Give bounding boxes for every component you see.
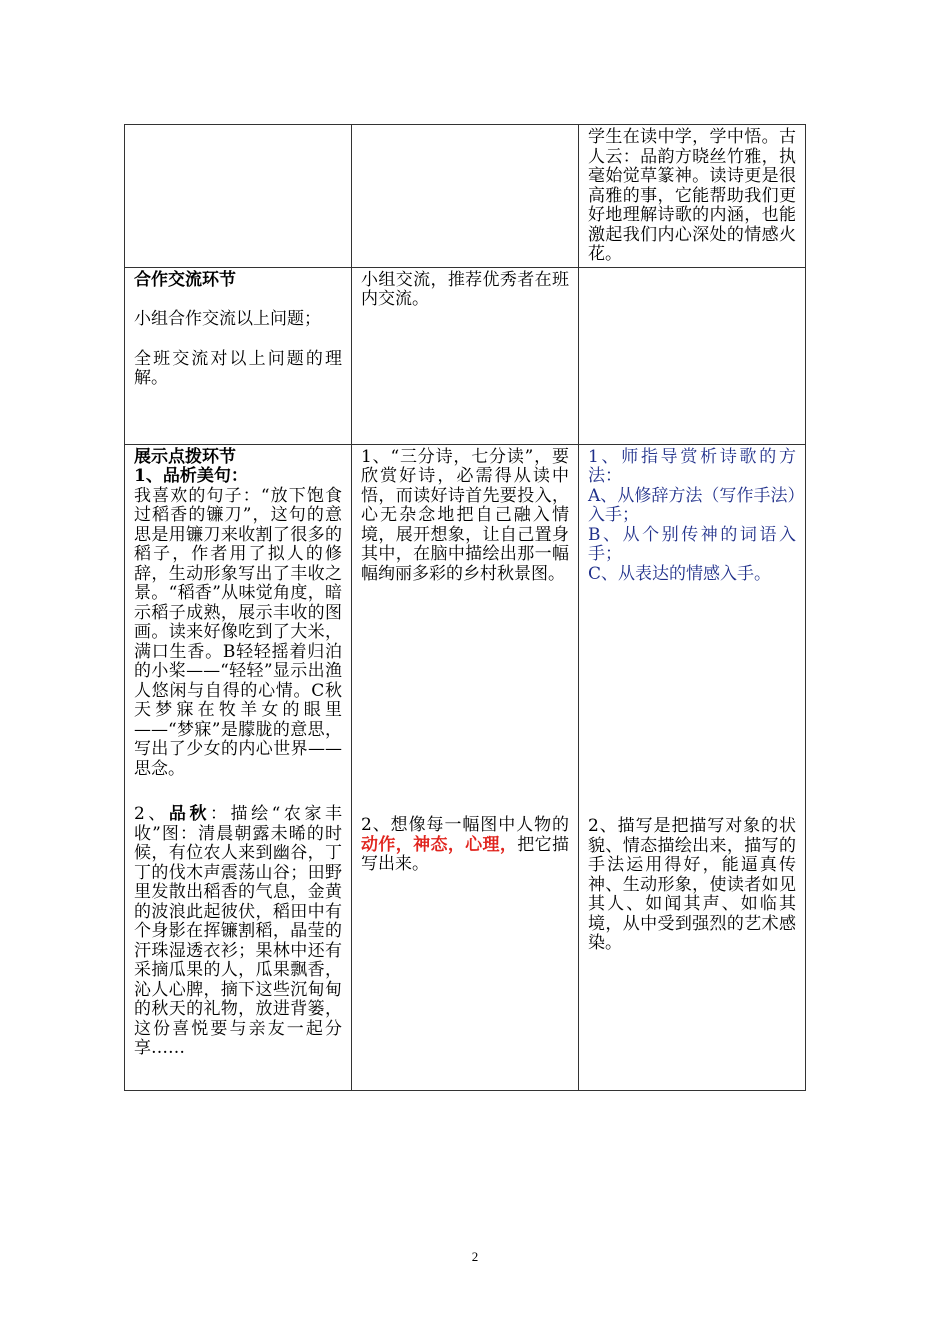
- cell-text-body: 2、想像每一幅图中人物的: [361, 815, 569, 835]
- table-row: [125, 267, 806, 444]
- cell-text: 学生在读中学，学中悟。古人云：品韵方晓丝竹雅，执毫始觉草篆神。读诗更是很高雅的事，它能帮助我们更好地理解诗歌的内涵，也能激起我们内心深处的情感火花。: [588, 127, 796, 264]
- cell-text: 全班交流对以上问题的理解。: [134, 348, 342, 388]
- table-cell: [352, 125, 579, 268]
- subsection-heading: 品秋: [168, 804, 211, 824]
- table-row: [125, 125, 806, 268]
- cell-text: 2、描写是把描写对象的状貌、情态描绘出来，描写的手法运用得好，能逼真传神、生动形象，使读者如见其人、如闻其声、如临其境，从中受到强烈的艺术感染。: [588, 816, 796, 953]
- cell-text: [134, 805, 342, 1059]
- subsection-heading: 1、品析美句：: [134, 466, 248, 486]
- table-row: [125, 444, 806, 1090]
- subsection-prefix: 2、: [134, 804, 169, 824]
- lesson-plan-table: [124, 124, 806, 1091]
- section-title: 展示点拨环节: [134, 446, 236, 467]
- table-cell: [125, 125, 352, 268]
- table-cell: [579, 444, 806, 1090]
- table-cell: [125, 267, 352, 444]
- table-cell: [579, 267, 806, 444]
- table-cell: [352, 444, 579, 1090]
- cell-text-body: 把它描写出来。: [361, 834, 570, 874]
- table-cell: [579, 125, 806, 268]
- page-number: 2: [471, 1249, 479, 1264]
- cell-text: [361, 816, 569, 875]
- highlight-text: 动作，神态，心理，: [361, 834, 518, 855]
- cell-text: 小组交流，推荐优秀者在班内交流。: [361, 269, 569, 309]
- section-title: 合作交流环节: [134, 269, 236, 290]
- cell-text: 1、“三分诗，七分读”，要欣赏好诗，必需得从读中悟，而读好诗首先要投入，心无杂念地把自己融入情境，展开想象，让自己置身其中，在脑中描绘出那一幅幅绚丽多彩的乡村秋景图。: [361, 446, 569, 584]
- cell-text: B、从个别传神的词语入手；: [588, 524, 796, 564]
- table-cell: [352, 267, 579, 444]
- cell-text-body: ：描绘“农家丰收”图：清晨朝露未晞的时候，有位农人来到幽谷，丁丁的伐木声震荡山谷；田野里发散出稻香的气息，金黄的波浪此起彼伏，稻田中有个身影在挥镰割稻，晶莹的汗珠湿透衣衫；果林中还有采摘瓜果的人，瓜果飘香，沁人心脾，摘下这些沉甸甸的秋天的礼物，放进背篓，这份喜悦要与亲友一起分享……: [134, 804, 342, 1058]
- cell-text: 1、师指导赏析诗歌的方法：: [588, 446, 796, 486]
- cell-text: 小组合作交流以上问题；: [134, 309, 321, 329]
- cell-text: A、从修辞方法（写作手法）入手；: [588, 485, 796, 525]
- cell-text: 我喜欢的句子：“放下饱食过稻香的镰刀”，这句的意思是用镰刀来收割了很多的稻子，作者用了拟人的修辞，生动形象写出了丰收之景。“稻香”从味觉角度，暗示稻子成熟，展示丰收的图画。读来好像吃到了大米，满口生香。B轻轻摇着归泊的小桨——“轻轻”显示出渔人悠闲与自得的心情。C秋天梦寐在牧羊女的眼里——“梦寐”是朦胧的意思，写出了少女的内心世界——思念。: [134, 485, 342, 779]
- cell-text: C、从表达的情感入手。: [588, 563, 772, 584]
- table-cell: [125, 444, 352, 1090]
